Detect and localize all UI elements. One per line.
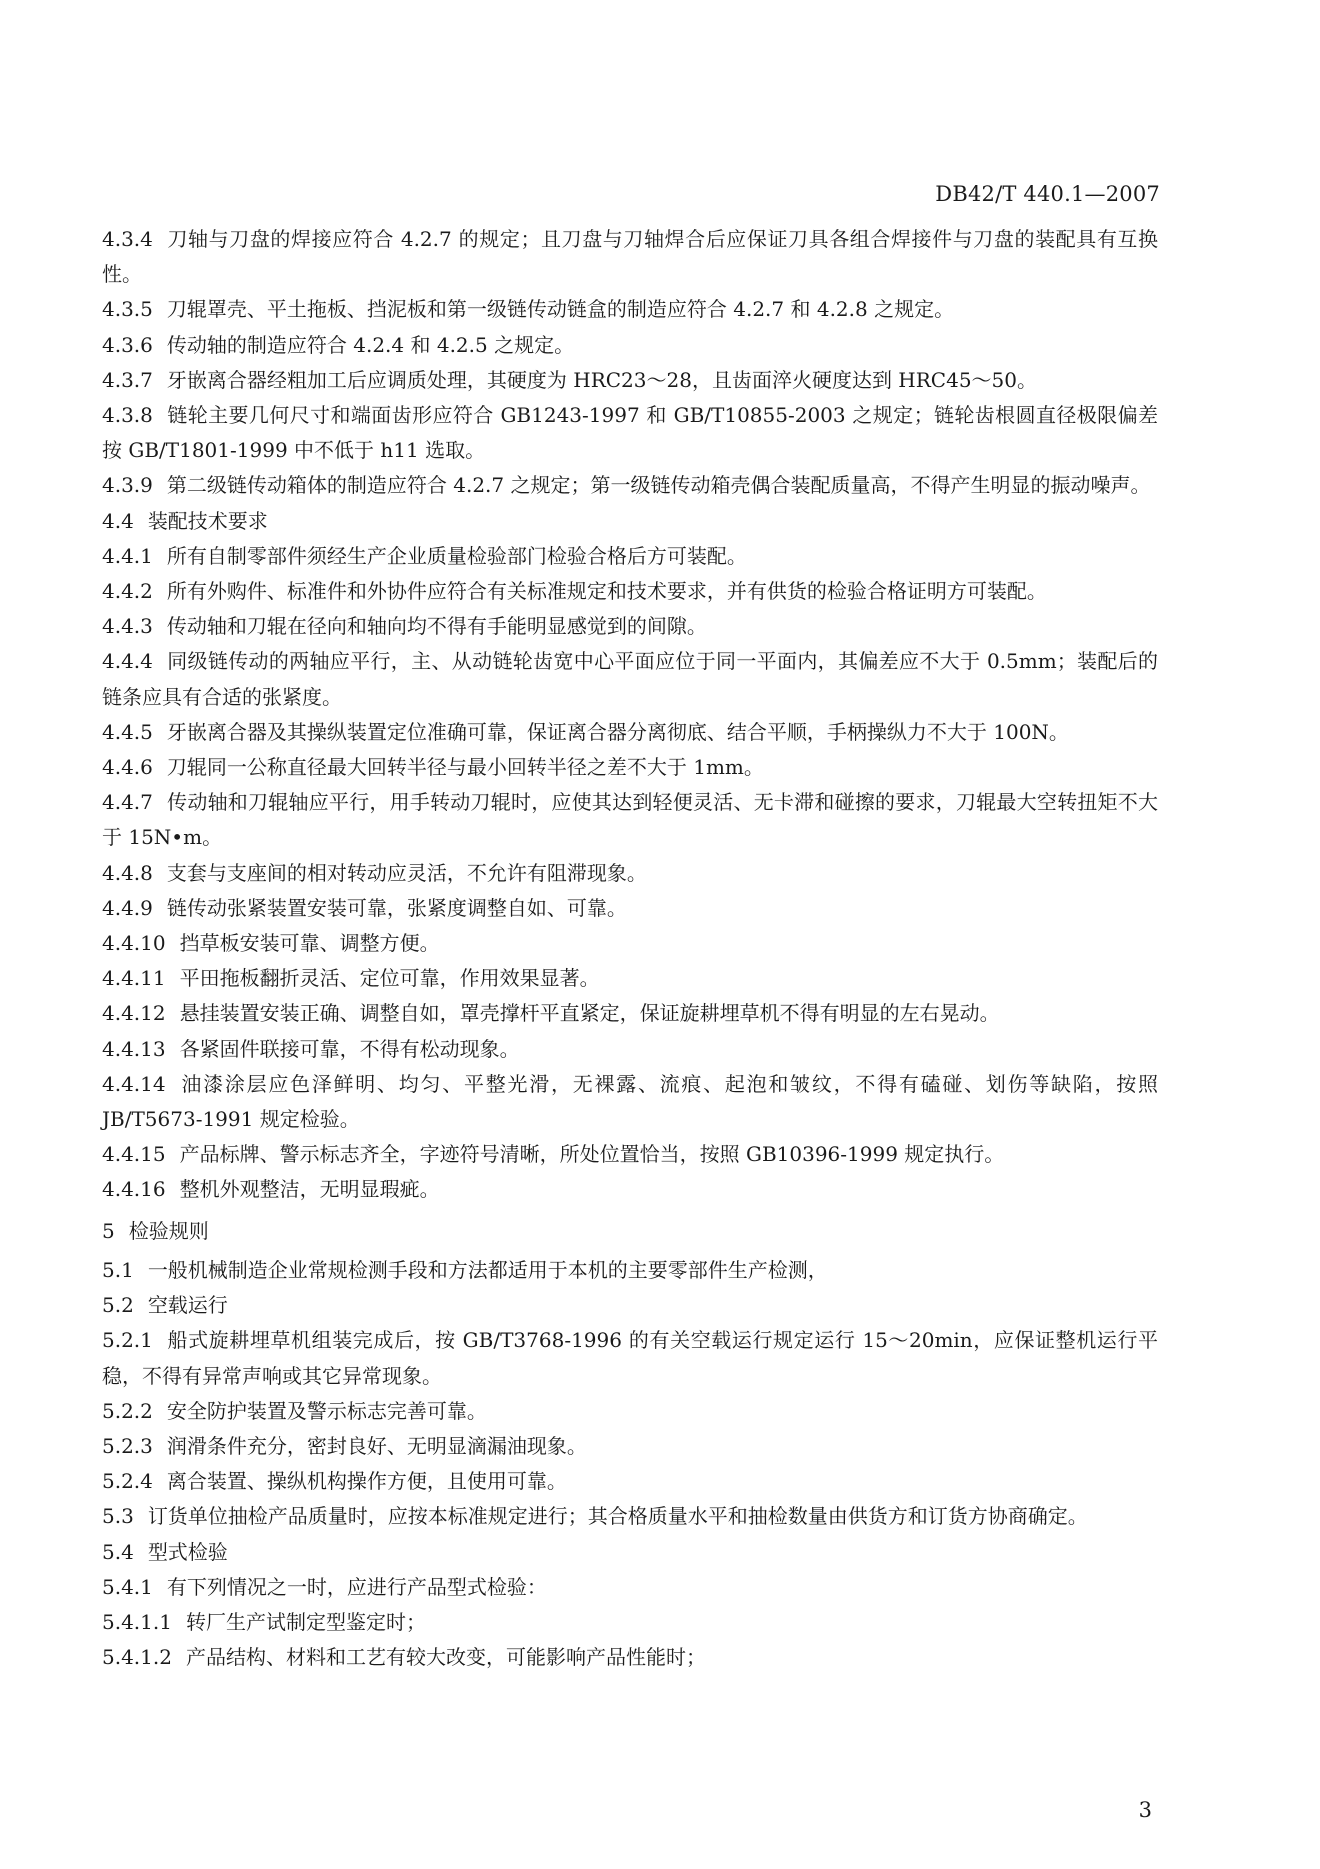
clause-4-4-6: 4.4.6 刀辊同一公称直径最大回转半径与最小回转半径之差不大于 1mm。 <box>102 755 764 780</box>
clause-5-2-3: 5.2.3 润滑条件充分，密封良好、无明显滴漏油现象。 <box>102 1433 587 1458</box>
heading-5-2: 5.2 空载运行 <box>102 1293 228 1318</box>
clause-4-4-10: 4.4.10 挡草板安装可靠、调整方便。 <box>102 931 440 956</box>
document-code: DB42/T 440.1—2007 <box>935 182 1160 206</box>
clause-5-4-1-1: 5.4.1.1 转厂生产试制定型鉴定时； <box>102 1609 426 1634</box>
clause-4-3-4: 4.3.4 刀轴与刀盘的焊接应符合 4.2.7 的规定；且刀盘与刀轴焊合后应保证刀具各组合焊接件与刀盘的装配具有互换性。 <box>102 227 1158 287</box>
clause-5-2-2: 5.2.2 安全防护装置及警示标志完善可靠。 <box>102 1398 487 1423</box>
clause-4-4-5: 4.4.5 牙嵌离合器及其操纵装置定位准确可靠，保证离合器分离彻底、结合平顺，手柄操纵力不大于 100N。 <box>102 719 1069 744</box>
clause-4-4-1: 4.4.1 所有自制零部件须经生产企业质量检验部门检验合格后方可装配。 <box>102 543 747 568</box>
clause-5-4-1-2: 5.4.1.2 产品结构、材料和工艺有较大改变，可能影响产品性能时； <box>102 1645 706 1670</box>
clause-4-4-2: 4.4.2 所有外购件、标准件和外协件应符合有关标准规定和技术要求，并有供货的检验合格证明方可装配。 <box>102 579 1047 604</box>
clause-4-4-3: 4.4.3 传动轴和刀辊在径向和轴向均不得有手能明显感觉到的间隙。 <box>102 614 707 639</box>
clause-4-3-6: 4.3.6 传动轴的制造应符合 4.2.4 和 4.2.5 之规定。 <box>102 332 575 357</box>
clause-4-4-8: 4.4.8 支套与支座间的相对转动应灵活，不允许有阻滞现象。 <box>102 860 647 885</box>
clause-4-3-5: 4.3.5 刀辊罩壳、平土拖板、挡泥板和第一级链传动链盒的制造应符合 4.2.7 和 4.2.8 之规定。 <box>102 297 955 322</box>
heading-4-4: 4.4 装配技术要求 <box>102 508 268 533</box>
clause-5-2-1: 5.2.1 船式旋耕埋草机组装完成后，按 GB/T3768-1996 的有关空载运行规定运行 15～20min，应保证整机运行平稳，不得有异常声响或其它异常现象。 <box>102 1328 1158 1388</box>
clause-4-3-9: 4.3.9 第二级链传动箱体的制造应符合 4.2.7 之规定；第一级链传动箱壳偶合装配质量高，不得产生明显的振动噪声。 <box>102 473 1151 498</box>
page-number: 3 <box>1138 1798 1152 1822</box>
clause-4-3-7: 4.3.7 牙嵌离合器经粗加工后应调质处理，其硬度为 HRC23～28，且齿面淬火硬度达到 HRC45～50。 <box>102 367 1038 392</box>
clause-4-4-14: 4.4.14 油漆涂层应色泽鲜明、均匀、平整光滑，无裸露、流痕、起泡和皱纹，不得有磕碰、划伤等缺陷，按照 JB/T5673-1991 规定检验。 <box>102 1071 1158 1132</box>
clause-4-4-9: 4.4.9 链传动张紧装置安装可靠，张紧度调整自如、可靠。 <box>102 895 627 920</box>
clause-4-4-12: 4.4.12 悬挂装置安装正确、调整自如，罩壳撑杆平直紧定，保证旋耕埋草机不得有明显的左右晃动。 <box>102 1001 1000 1026</box>
clause-5-4-1: 5.4.1 有下列情况之一时，应进行产品型式检验： <box>102 1574 547 1599</box>
document-body <box>102 222 1158 1675</box>
clause-4-4-15: 4.4.15 产品标牌、警示标志齐全，字迹符号清晰，所处位置恰当，按照 GB10396-1999 规定执行。 <box>102 1142 1005 1167</box>
clause-4-4-7: 4.4.7 传动轴和刀辊轴应平行，用手转动刀辊时，应使其达到轻便灵活、无卡滞和碰擦的要求，刀辊最大空转扭矩不大于 15N•m。 <box>102 790 1158 850</box>
heading-5-4: 5.4 型式检验 <box>102 1539 228 1564</box>
clause-4-3-8: 4.3.8 链轮主要几何尺寸和端面齿形应符合 GB1243-1997 和 GB/T10855-2003 之规定；链轮齿根圆直径极限偏差按 GB/T1801-1999 中不低于 h11 选取。 <box>102 403 1158 463</box>
clause-5-1: 5.1 一般机械制造企业常规检测手段和方法都适用于本机的主要零部件生产检测， <box>102 1257 828 1282</box>
heading-5: 5 检验规则 <box>102 1218 209 1243</box>
clause-4-4-11: 4.4.11 平田拖板翻折灵活、定位可靠，作用效果显著。 <box>102 966 600 991</box>
clause-4-4-16: 4.4.16 整机外观整洁，无明显瑕疵。 <box>102 1177 440 1202</box>
clause-4-4-13: 4.4.13 各紧固件联接可靠，不得有松动现象。 <box>102 1036 520 1061</box>
clause-5-2-4: 5.2.4 离合装置、操纵机构操作方便，且使用可靠。 <box>102 1469 567 1494</box>
clause-4-4-4: 4.4.4 同级链传动的两轴应平行，主、从动链轮齿宽中心平面应位于同一平面内，其偏差应不大于 0.5mm；装配后的链条应具有合适的张紧度。 <box>102 649 1158 709</box>
clause-5-3: 5.3 订货单位抽检产品质量时，应按本标准规定进行；其合格质量水平和抽检数量由供货方和订货方协商确定。 <box>102 1504 1088 1529</box>
